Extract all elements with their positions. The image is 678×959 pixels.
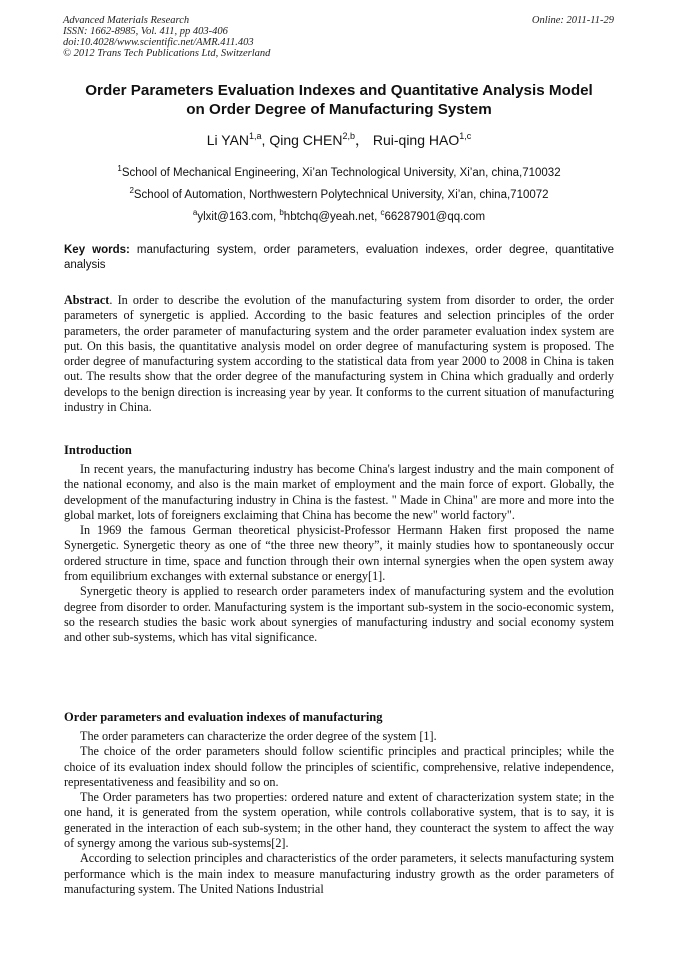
affiliation-2 bbox=[40, 188, 638, 202]
email-link[interactable]: 66287901@qq.com bbox=[384, 211, 486, 223]
author-affil-sup: 1,a bbox=[249, 131, 262, 141]
issn-line: ISSN: 1662-8985, Vol. 411, pp 403-406 bbox=[63, 26, 228, 37]
author-affil-sup: 2,b bbox=[342, 131, 355, 141]
affiliation-sup: 1 bbox=[117, 164, 122, 173]
section-heading-order-parameters: Order parameters and evaluation indexes of manufacturing bbox=[64, 710, 383, 724]
author-list: Li YAN$^{1,a}$, Qing CHEN$^{2,b}$， Rui-qing HAO$^{1,c}$ bbox=[206, 131, 472, 148]
email-sup: b bbox=[279, 208, 284, 217]
author-name: Li YAN bbox=[206, 132, 250, 148]
paragraph: The choice of the order parameters should follow scientific principles and practical principles; while the choice of its evaluation index should follow the principles of scientific, comprehensive, relative independence, representativeness and feasibility and so on. bbox=[64, 744, 614, 789]
paragraph: According to selection principles and characteristics of the order parameters, it selects manufacturing system performance which is the main index to measure manufacturing industry growth as the order parameters of manufacturing system. The United Nations Industrial bbox=[64, 851, 614, 896]
title-line-2: on Order Degree of Manufacturing System bbox=[186, 101, 492, 118]
paragraph: In recent years, the manufacturing industry has become China's largest industry and the main component of the national economy, and also is the main market of employment and the main force of export. Globally, the development of the manufacturing industry in China is the fastest. " Made in China" are more and more into the global market, lots of foreigners exclaiming that China has become the new" world factory". bbox=[64, 462, 614, 522]
paper-title bbox=[40, 81, 638, 119]
author-affil-sup: 1,c bbox=[459, 131, 472, 141]
section-heading-introduction: Introduction bbox=[64, 443, 132, 457]
online-date: Online: 2011-11-29 bbox=[531, 15, 614, 26]
paragraph: In 1969 the famous German theoretical physicist-Professor Hermann Haken first proposed the name Synergetic. Synergetic theory as one of “the three new theory”, it mainly studies how to spontaneously occur ordered structure in time, space and function through their own internal synergies when the open system away from equilibrium exchanges with external substance or energy[1]. bbox=[64, 523, 614, 584]
copyright-line: © 2012 Trans Tech Publications Ltd, Switzerland bbox=[63, 48, 271, 59]
journal-name: Advanced Materials Research bbox=[63, 15, 190, 26]
journal-header bbox=[63, 15, 270, 59]
abstract-block bbox=[64, 293, 614, 415]
email-link[interactable]: ylxit@163.com, bbox=[197, 211, 280, 223]
abstract-label: Abstract bbox=[64, 293, 110, 307]
paragraph: The order parameters can characterize the order degree of the system [1]. bbox=[80, 729, 437, 743]
author-name: Rui-qing HAO bbox=[372, 132, 460, 148]
keywords-block bbox=[64, 243, 614, 273]
title-line-1: Order Parameters Evaluation Indexes and Quantitative Analysis Model bbox=[85, 82, 593, 99]
abstract-paragraph bbox=[64, 293, 614, 415]
email-sup: a bbox=[192, 208, 198, 217]
affiliation-text: School of Automation, Northwestern Polytechnical University, Xi’an, china,710072 bbox=[133, 189, 549, 201]
order-parameters-body bbox=[64, 729, 614, 897]
affiliation-text: School of Mechanical Engineering, Xi’an Technological University, Xi’an, china,710032 bbox=[121, 167, 561, 179]
keywords-label: Key words: bbox=[64, 244, 130, 256]
email-link[interactable]: hbtchq@yeah.net, bbox=[283, 211, 381, 223]
abstract-text: . In order to describe the evolution of the manufacturing system from disorder to order, the order parameters of synergetic is applied. According to the basic features and selection principles of the order parameters, the order parameter of manufacturing system and the order parameter evaluation index system are put. On this basis, the quantitative analysis model on order degree of manufacturing system is proposed. The order degree of manufacturing system according to the statistical data from year 2000 to 2008 in China is taken out. The results show that the order degree of the manufacturing system in China which gradually and orderly develops to the benign direction is increasing year by year. It conforms to the current situation of manufacturing industry in China. bbox=[64, 293, 614, 415]
paragraph: Synergetic theory is applied to research order parameters index of manufacturing system and the evolution degree from disorder to order. Manufacturing system is the important sub-system in the socio-economic system, so the research studies the basic work about synergies of manufacturing industry and social economy system and other sub-systems, which has vital significance. bbox=[64, 584, 614, 645]
affiliation-1 bbox=[40, 166, 638, 180]
keywords-text: manufacturing system, order parameters, evaluation indexes, order degree, quantitative analysis bbox=[64, 244, 614, 271]
introduction-body bbox=[64, 462, 614, 646]
affiliation-sup: 2 bbox=[129, 186, 134, 195]
doi-line: doi:10.4028/www.scientific.net/AMR.411.403 bbox=[63, 37, 254, 48]
author-name: Qing CHEN bbox=[269, 132, 343, 148]
email-sup: c bbox=[380, 208, 385, 217]
paragraph: The Order parameters has two properties: ordered nature and extent of characterization system state; in the one hand, it is generated from the system operation, while controls collaborative system, that is to say, it is generated in the interaction of each sub-system; in the other hand, they counteract the system to affect the way of synergy among the various sub-systems[2]. bbox=[64, 790, 614, 851]
author-emails bbox=[40, 210, 638, 224]
